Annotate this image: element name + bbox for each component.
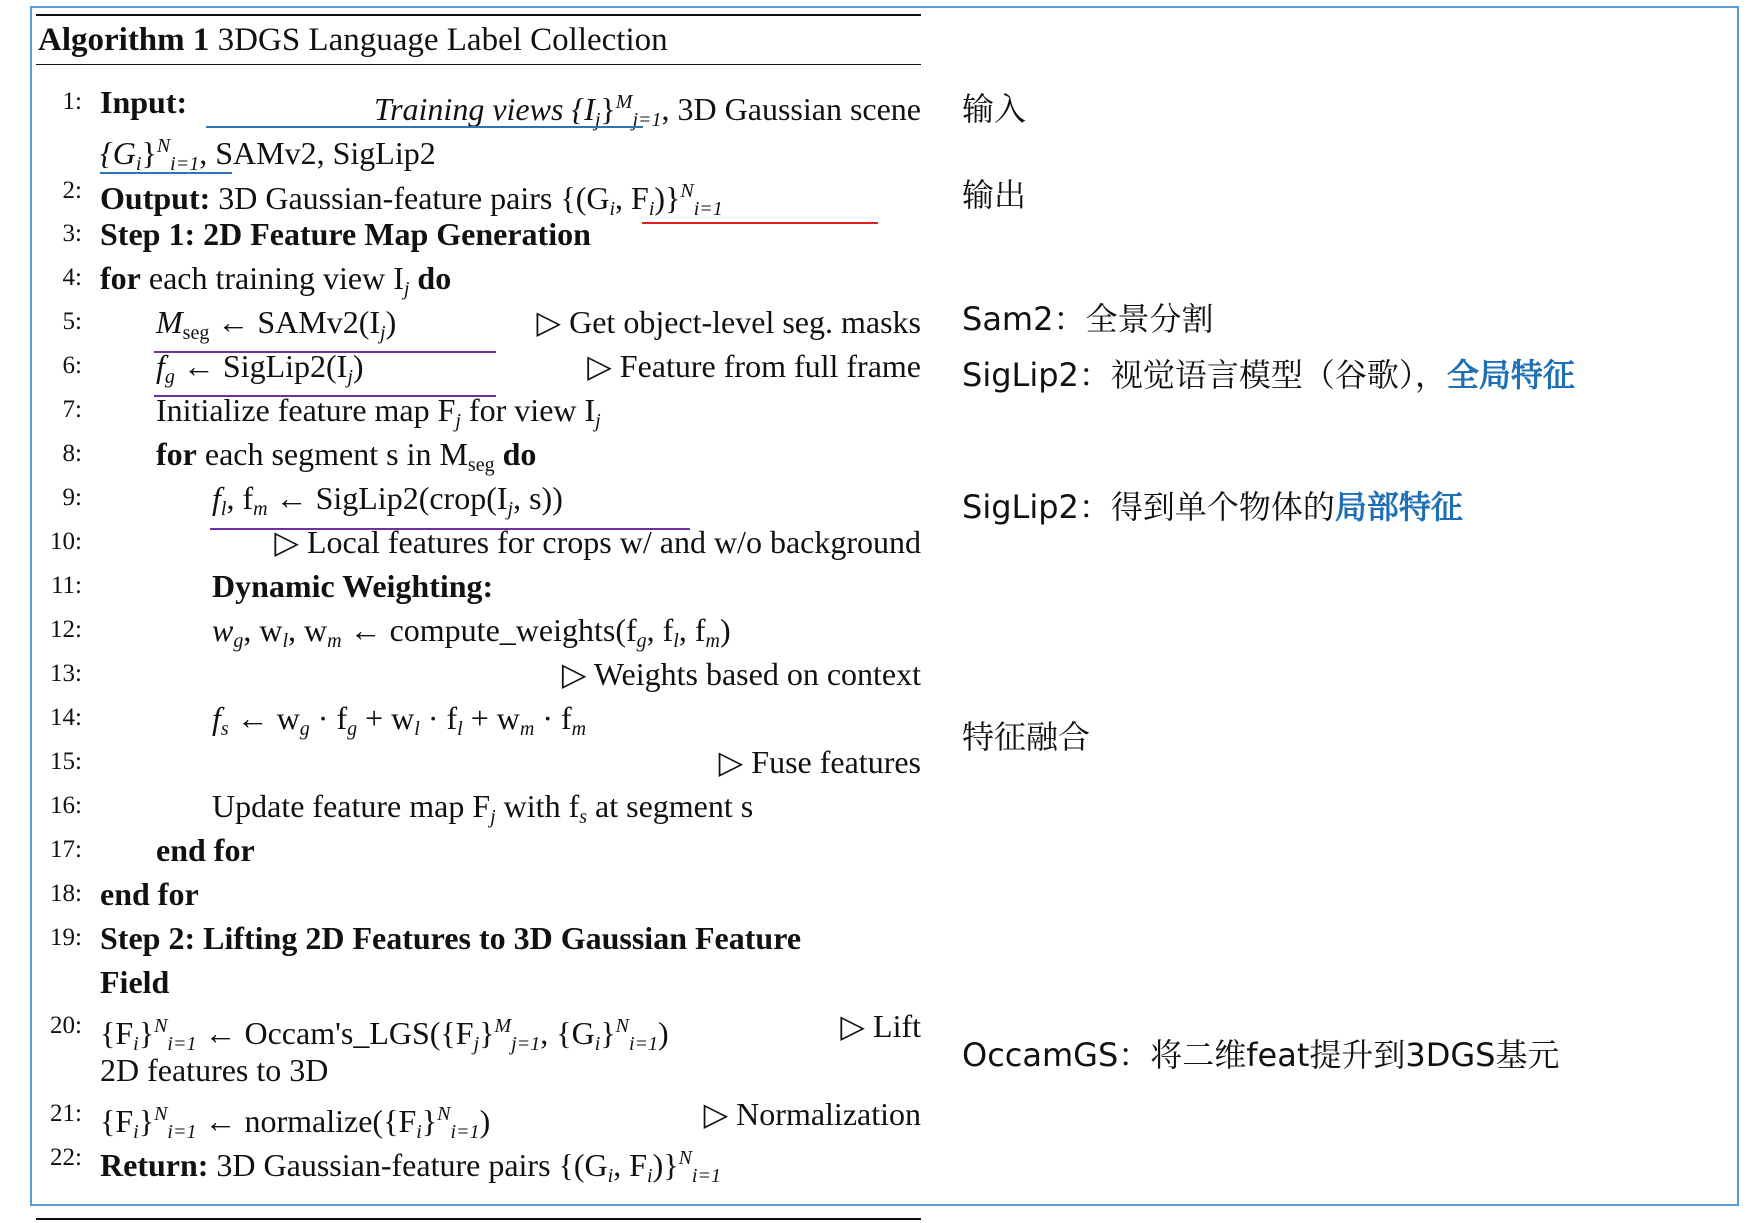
algo-line-15 xyxy=(36,740,921,784)
step-1-heading: Step 1: 2D Feature Map Generation xyxy=(100,216,591,252)
output-keyword: Output: xyxy=(100,180,211,216)
algo-line-19 xyxy=(36,916,921,960)
note-output: 输出 xyxy=(962,176,1027,214)
title-rule xyxy=(36,64,921,65)
line-content: Update feature map $F_j$ with $f_s$ at segment s xyxy=(212,788,754,828)
algo-line-10 xyxy=(36,520,921,564)
algo-line-21 xyxy=(36,1092,921,1143)
algo-line-11 xyxy=(36,564,921,608)
algo-line-22 xyxy=(36,1136,921,1187)
input-underline-1 xyxy=(206,126,643,128)
line-content: $f_g$ ← $SigLip2(I_j)$ ▷ Feature from full frame xyxy=(156,344,921,399)
algo-line-4 xyxy=(36,256,921,300)
algo-line-1-cont xyxy=(36,124,921,175)
comment: ▷ Normalization xyxy=(703,1096,921,1132)
algo-line-5 xyxy=(36,300,921,344)
line-number: 17: xyxy=(50,836,82,863)
line-number: 13: xyxy=(50,660,82,687)
algo-line-9 xyxy=(36,476,921,520)
line-number: 10: xyxy=(50,528,82,555)
comment: ▷ Lift xyxy=(840,1008,921,1044)
step-2-heading: Step 2: Lifting 2D Features to 3D Gaussian Feature xyxy=(100,920,802,956)
line-number: 7: xyxy=(62,396,82,423)
line-number: 9: xyxy=(62,484,82,511)
line-content: Initialize feature map $F_j$ for view $I_j$ xyxy=(156,392,601,432)
line-content: Output: 3D Gaussian-feature pairs {($G_i$, $F_i)\}^N_{i=1}$ xyxy=(100,180,723,220)
algo-line-3 xyxy=(36,212,921,256)
comment: ▷ Get object-level seg. masks xyxy=(536,304,921,340)
note-fusion: 特征融合 xyxy=(962,718,1091,756)
algo-line-18 xyxy=(36,872,921,916)
line-content: $f_s$ ← $w_g \cdot f_g + w_l \cdot f_l + w_m \cdot f_m$ xyxy=(212,700,587,740)
algorithm-name: 3DGS Language Label Collection xyxy=(217,22,668,58)
algo-line-14 xyxy=(36,696,921,740)
line-content: for each segment s in $M_{seg}$ do xyxy=(156,436,537,476)
comment: ▷ Weights based on context xyxy=(561,656,921,692)
line-number: 6: xyxy=(62,352,82,379)
line-number: 14: xyxy=(50,704,82,731)
line-number: 3: xyxy=(62,220,82,247)
algo-line-8 xyxy=(36,432,921,476)
line-number: 20: xyxy=(50,1012,82,1039)
line-number: 8: xyxy=(62,440,82,467)
note-input: 输入 xyxy=(962,90,1027,128)
line-number: 1: xyxy=(62,88,82,115)
algo-line-6 xyxy=(36,344,921,388)
line-content: $\{F_i\}^N_{i=1}$ ← $Occam's\_LGS(\{F_j\}^M_{j=1}$, $\{G_i\}^N_{i=1}$) ▷ Lift xyxy=(100,1004,921,1066)
line-number: 21: xyxy=(50,1100,82,1127)
line-number: 19: xyxy=(50,924,82,951)
algo-line-20 xyxy=(36,1004,921,1055)
comment: ▷ Feature from full frame xyxy=(587,348,921,384)
line-number: 5: xyxy=(62,308,82,335)
training-views: Training views $\{I_j\}^M_{j=1}$, 3D Gaussian scene xyxy=(374,91,921,131)
line-content: $f_l$, $f_m$ ← $SigLip2(crop(I_j$, s)) xyxy=(212,480,563,520)
note-sam2: Sam2：全景分割 xyxy=(962,300,1214,338)
bottom-rule xyxy=(36,1218,921,1220)
algo-line-19-cont xyxy=(36,960,921,1004)
note-siglip-local: SigLip2：得到单个物体的局部特征 xyxy=(962,488,1463,526)
line-number: 12: xyxy=(50,616,82,643)
algo-line-17 xyxy=(36,828,921,872)
line-number: 15: xyxy=(50,748,82,775)
comment: ▷ Fuse features xyxy=(718,744,921,780)
end-for-keyword: end for xyxy=(156,832,255,868)
note-occamgs: OccamGS：将二维feat提升到3DGS基元 xyxy=(962,1036,1560,1074)
line-content: for each training view $I_j$ do xyxy=(100,260,452,300)
line-number: 18: xyxy=(50,880,82,907)
input-keyword: Input: xyxy=(100,84,188,120)
line-content: Return: 3D Gaussian-feature pairs {($G_i$, $F_i)\}^N_{i=1}$ xyxy=(100,1147,721,1187)
return-keyword: Return: xyxy=(100,1147,209,1183)
line-content: $\{G_i\}^N_{i=1}$, SAMv2, SigLip2 xyxy=(100,135,436,175)
line-content: 2D features to 3D xyxy=(100,1052,329,1088)
line-number: 22: xyxy=(50,1144,82,1171)
line-content: $w_g$, $w_l$, $w_m$ ← $compute\_weights(f_g$, $f_l$, $f_m$) xyxy=(212,612,731,652)
step-2-heading-cont: Field xyxy=(100,964,170,1000)
algorithm-number: Algorithm 1 xyxy=(38,22,210,58)
algo-line-2 xyxy=(36,169,921,220)
algo-line-16 xyxy=(36,784,921,828)
algo-line-13 xyxy=(36,652,921,696)
line-number: 16: xyxy=(50,792,82,819)
line-content: $\{F_i\}^N_{i=1}$ ← $normalize(\{F_i\}^N_{i=1})$ ▷ Normalization xyxy=(100,1092,921,1154)
end-for-keyword: end for xyxy=(100,876,199,912)
algo-line-1 xyxy=(36,80,921,131)
line-number: 11: xyxy=(50,572,82,599)
top-rule xyxy=(36,14,921,16)
algorithm-title xyxy=(38,22,668,59)
highlight-global-feature: 全局特征 xyxy=(1446,356,1575,394)
dynamic-weighting-heading: Dynamic Weighting: xyxy=(212,568,494,604)
note-siglip-global: SigLip2：视觉语言模型（谷歌），全局特征 xyxy=(962,356,1575,394)
comment: ▷ Local features for crops w/ and w/o background xyxy=(274,524,921,560)
algo-line-7 xyxy=(36,388,921,432)
line-number: 2: xyxy=(62,177,82,204)
highlight-local-feature: 局部特征 xyxy=(1334,488,1463,526)
algo-line-20-cont xyxy=(36,1048,921,1092)
algo-line-12 xyxy=(36,608,921,652)
line-number: 4: xyxy=(62,264,82,291)
line-content: $M_{seg}$ ← $SAMv2(I_j)$ ▷ Get object-level seg. masks xyxy=(156,300,921,355)
